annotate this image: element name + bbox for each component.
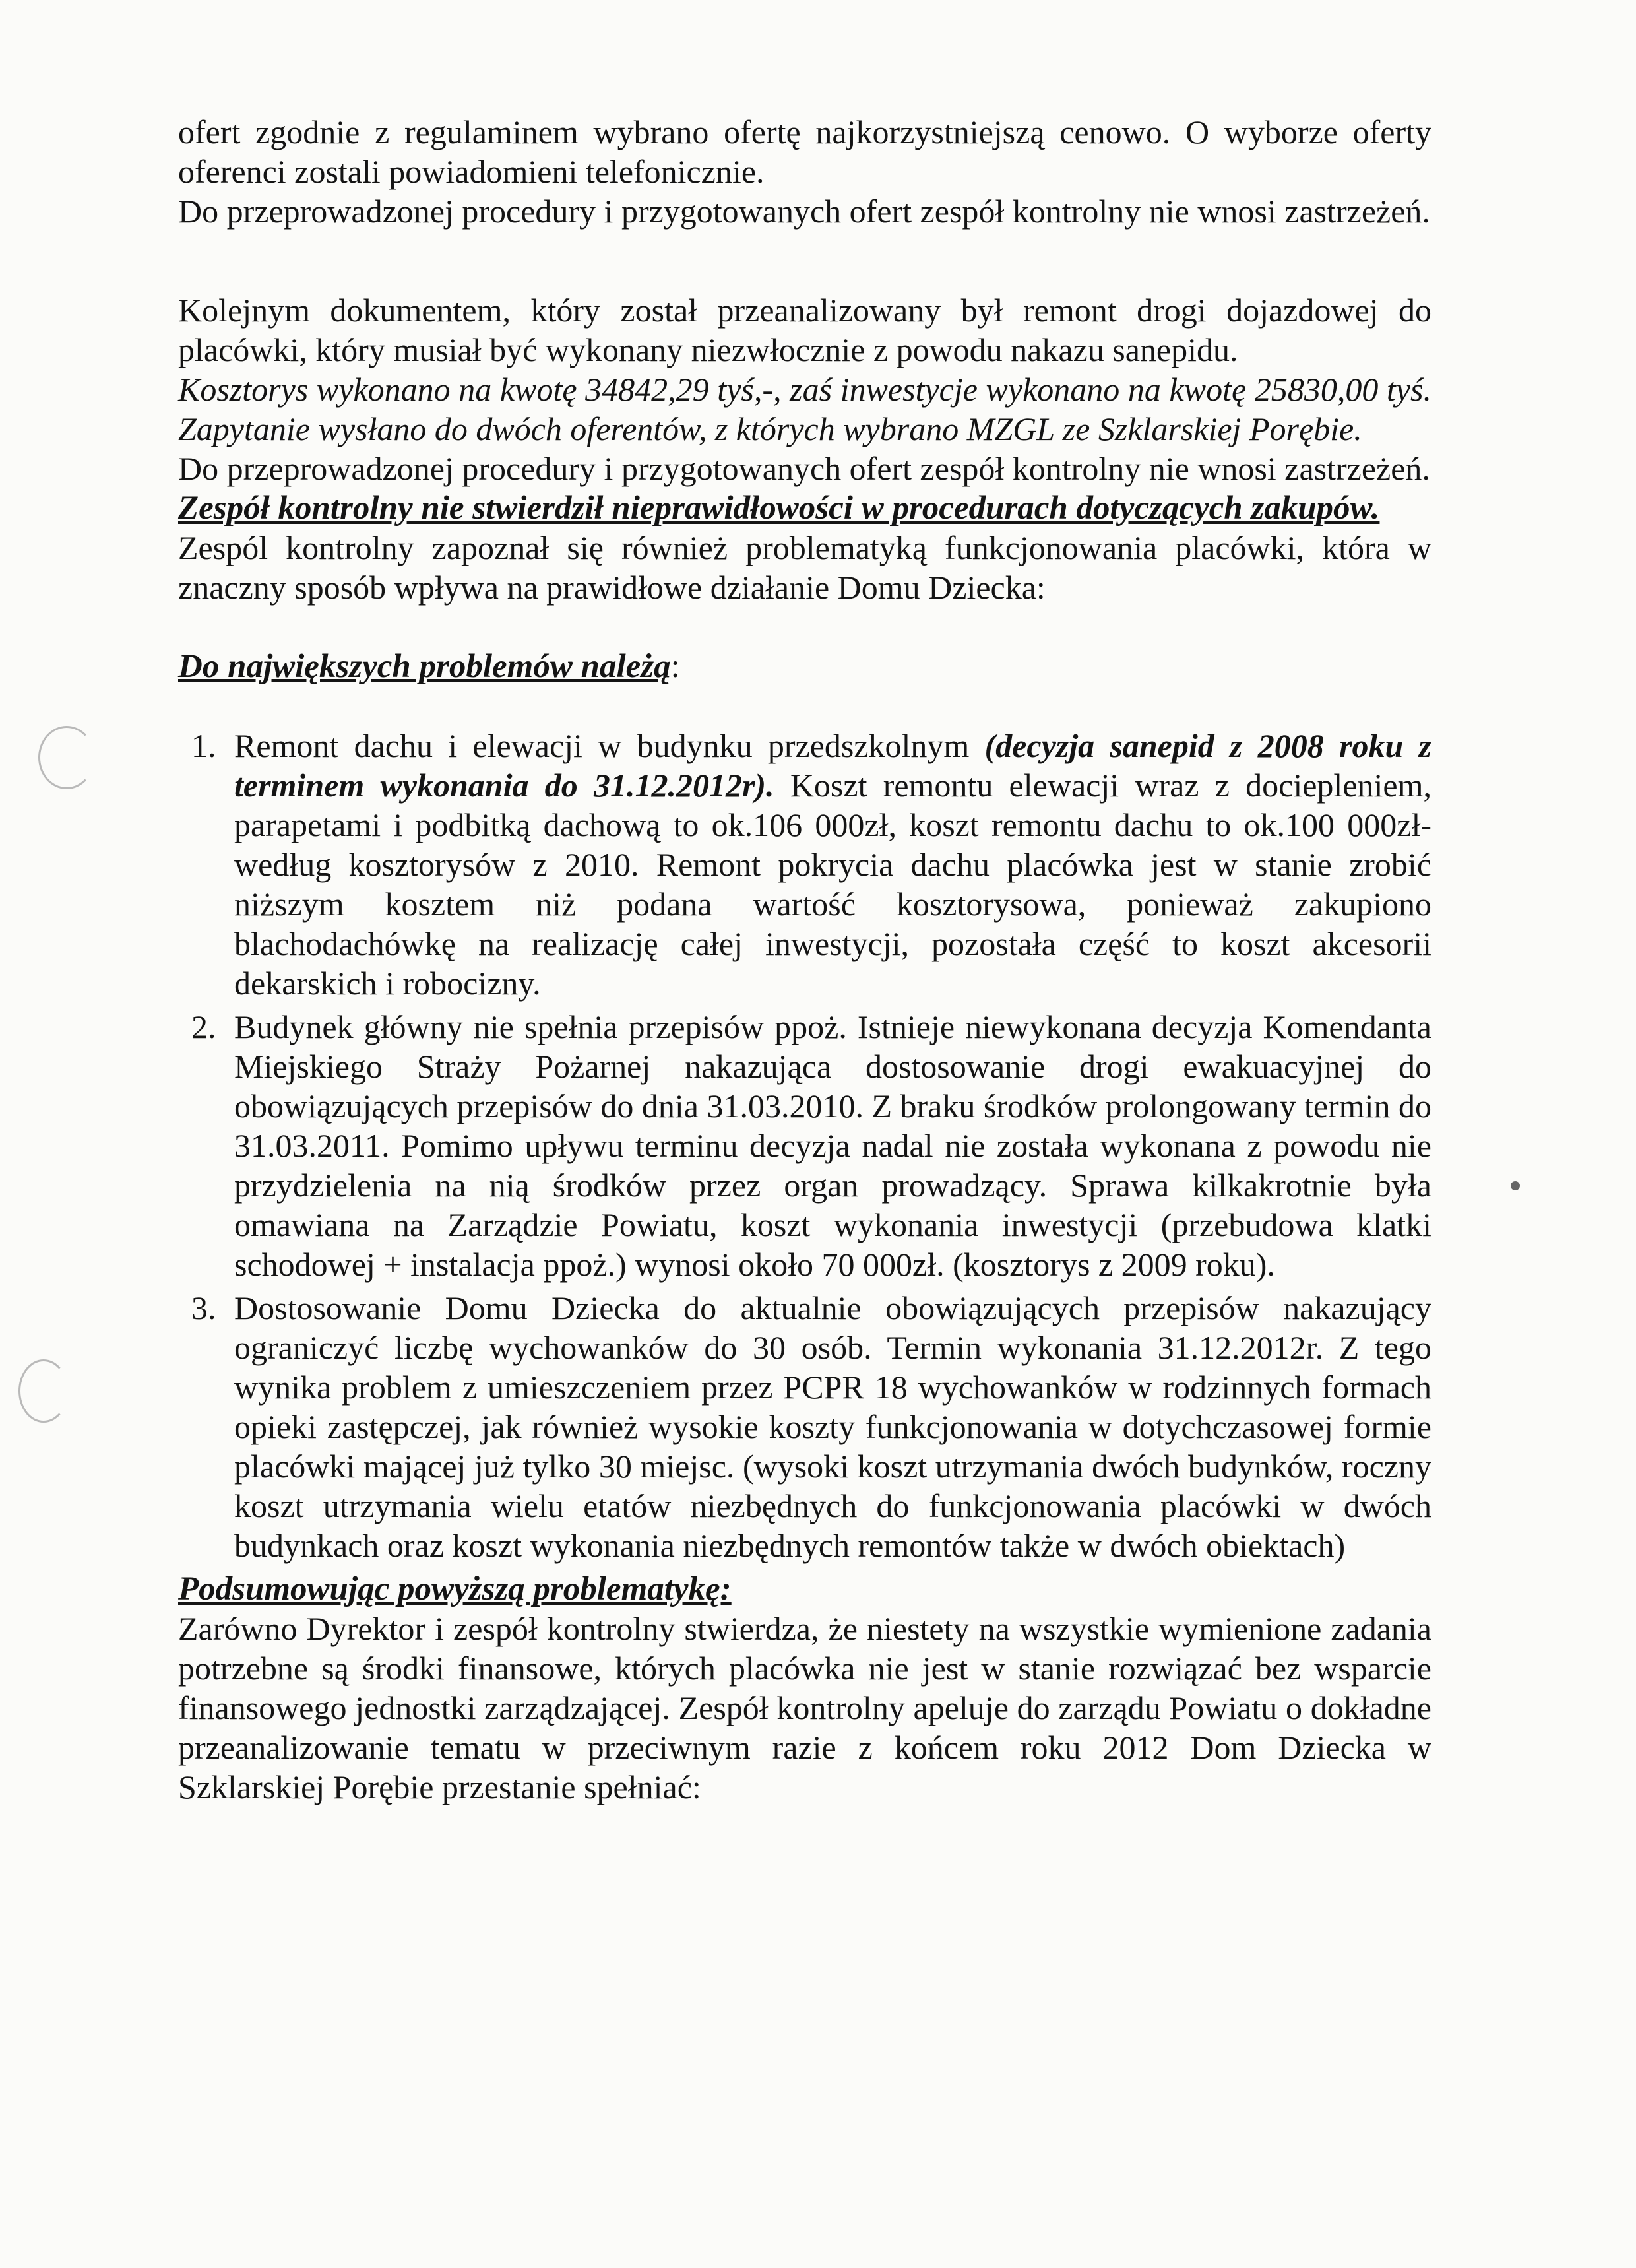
paragraph-offer-selection: ofert zgodnie z regulaminem wybrano ofertę najkorzystniejszą cenowo. O wyborze oferty oferenci zostali powiadomieni telefonicznie.: [178, 113, 1432, 190]
list-item-emphasis: (decyzja sanepid z 2008 roku z terminem wykonania do 31.12.2012r).: [234, 727, 1432, 804]
paragraph-road-repair: Kolejnym dokumentem, który został przeanalizowany był remont drogi dojazdowej do placówki, który musiał być wykonany niezwłocznie z powodu nakazu sanepidu.: [178, 292, 1432, 368]
document-body: [178, 112, 1432, 1807]
scan-artifact: [18, 1359, 69, 1423]
heading-colon: :: [670, 648, 680, 685]
list-item: [178, 1007, 1432, 1284]
scan-artifact: [38, 726, 95, 789]
paragraph-conclusion: Zarówno Dyrektor i zespół kontrolny stwierdza, że niestety na wszystkie wymienione zadania potrzebne są środki finansowe, których placówka nie jest w stanie rozwiązać bez wsparcie finansowego jednostki zarządzającej. Zespół kontrolny apeluje do zarządu Powiatu o dokładne przeanalizowanie tematu w przeciwnym razie z końcem roku 2012 Dom Dziecka w Szklarskiej Porębie przestanie spełniać:: [178, 1610, 1432, 1805]
list-item-lead: Budynek główny nie spełnia przepisów ppoż. Istnieje niewykonana decyzja Komendanta Miejskiego Straży Pożarnej nakazująca dostosowanie drogi ewakuacyjnej do obowiązujących przepisów do dnia 31.03.2010. Z braku środków prolongowany termin do 31.03.2011. Pomimo upływu terminu decyzja nadal nie została wykonana z powodu nie przydzielenia na nią środków przez organ prowadzący. Sprawa kilkakrotnie była omawiana na Zarządzie Powiatu, koszt wykonania inwestycji (przebudowa klatki schodowej + instalacja ppoż.) wynosi około 70 000zł. (kosztorys z 2009 roku).: [234, 1008, 1432, 1283]
paragraph-problems-intro: Zespól kontrolny zapoznał się również problematyką funkcjonowania placówki, która w znaczny sposób wpływa na prawidłowe działanie Domu Dziecka:: [178, 529, 1432, 606]
list-item-number: 3.: [191, 1289, 216, 1326]
paragraph-no-objections-2: Do przeprowadzonej procedury i przygotowanych ofert zespół kontrolny nie wnosi zastrzeżeń.: [178, 450, 1430, 487]
heading-summary: Podsumowując powyższą problematykę:: [178, 1571, 732, 1607]
problems-list: [178, 726, 1432, 1565]
paragraph-no-objections-1: Do przeprowadzonej procedury i przygotowanych ofert zespół kontrolny nie wnosi zastrzeżeń.: [178, 193, 1430, 230]
heading-biggest-problems-text: Do największych problemów należą: [178, 648, 671, 685]
list-item-text: Koszt remontu elewacji wraz z dociepleniem, parapetami i podbitką dachową to ok.106 000zł, koszt remontu dachu to ok.100 000zł- według kosztorysów z 2010. Remont pokrycia dachu placówka jest w stanie zrobić niższym kosztem niż podana wartość kosztorysowa, ponieważ zakupiono blachodachówkę na realizację całej inwestycji, pozostała część to koszt akcesorii dekarskich i robocizny.: [234, 767, 1432, 1002]
list-item-number: 2.: [191, 1008, 216, 1045]
list-item-lead: Dostosowanie Domu Dziecka do aktualnie obowiązujących przepisów nakazujący ograniczyć liczbę wychowanków do 30 osób. Termin wykonania 31.12.2012r. Z tego wynika problem z umieszczeniem przez PCPR 18 wychowanków w rodzinnych formach opieki zastępczej, jak również wysokie koszty funkcjonowania w dotychczasowej formie placówki mającej już tylko 30 miejsc. (wysoki koszt utrzymania dwóch budynków, roczny koszt utrzymania wielu etatów niezbędnych do funkcjonowania placówki w dwóch budynkach oraz koszt wykonania niezbędnych remontów także w dwóch obiektach): [234, 1289, 1432, 1564]
heading-no-irregularities: Zespół kontrolny nie stwierdził nieprawidłowości w procedurach dotyczących zakupów.: [178, 490, 1380, 527]
heading-biggest-problems: [178, 647, 1432, 686]
list-item: [178, 726, 1432, 1003]
scan-artifact: [1511, 1181, 1520, 1190]
list-item-number: 1.: [191, 727, 216, 764]
cost-estimate-text: Kosztorys wykonano na kwotę 34842,29 tyś,-, zaś inwestycje wykonano na kwotę 25830,00 tyś. Zapytanie wysłano do dwóch oferentów, z których wybrano MZGL ze Szklarskiej Porębie.: [178, 371, 1432, 447]
paragraph-cost-estimate: [178, 370, 1432, 449]
list-item: [178, 1288, 1432, 1565]
list-item-lead: Remont dachu i elewacji w budynku przedszkolnym: [234, 727, 985, 764]
